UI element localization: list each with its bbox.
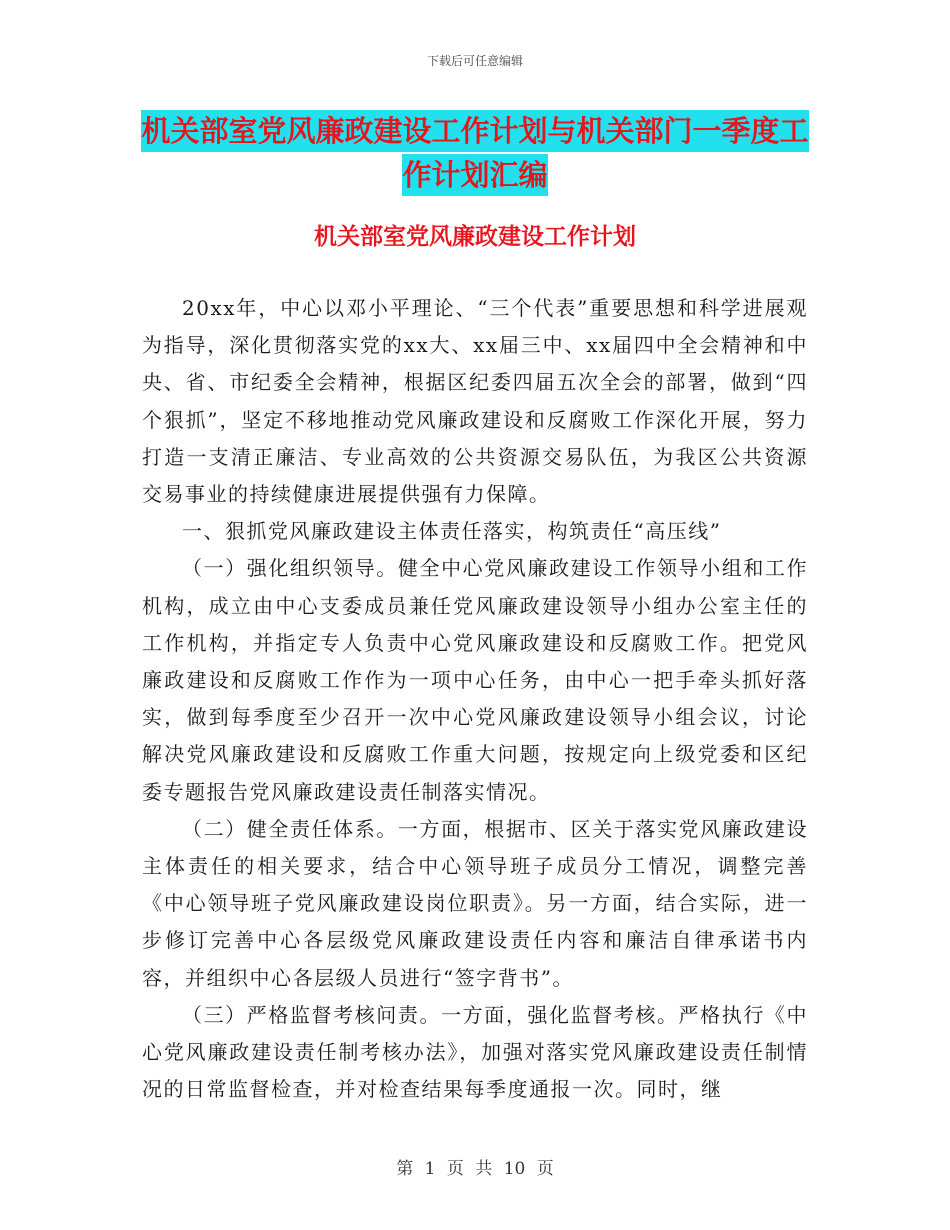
paragraph-supervision: （三）严格监督考核问责。一方面，强化监督考核。严格执行《中心党风廉政建设责任制考核办法》，加强对落实党风廉政建设责任制情况的日常监督检查，并对检查结果每季度通报一次。同时，继 [142, 1002, 808, 1102]
document-title-line-1-text: 机关部室党风廉政建设工作计划与机关部门一季度工 [141, 110, 808, 152]
paragraph-heading-1: 一、狠抓党风廉政建设主体责任落实，构筑责任“高压线” [182, 519, 722, 544]
document-body [142, 290, 808, 1108]
document-title-line-2 [0, 148, 950, 203]
page-footer: 第 1 页 共 10 页 [396, 1159, 554, 1179]
section-title: 机关部室党风廉政建设工作计划 [314, 224, 636, 250]
page-header-note: 下载后可任意编辑 [426, 54, 523, 68]
paragraph-responsibility: （二）健全责任体系。一方面，根据市、区关于落实党风廉政建设主体责任的相关要求，结合中心领导班子成员分工情况，调整完善《中心领导班子党风廉政建设岗位职责》。另一方面，结合实际，进一步修订完善中心各层级党风廉政建设责任内容和廉洁自律承诺书内容，并组织中心各层级人员进行“签字背书”。 [142, 816, 808, 990]
paragraph-intro: 20xx年，中心以邓小平理论、“三个代表”重要思想和科学进展观为指导，深化贯彻落实党的xx大、xx届三中、xx届四中全会精神和中央、省、市纪委全会精神，根据区纪委四届五次全会的部署，做到“四个狠抓”，坚定不移地推动党风廉政建设和反腐败工作深化开展，努力打造一支清正廉洁、专业高效的公共资源交易队伍，为我区公共资源交易事业的持续健康进展提供强有力保障。 [142, 296, 808, 507]
paragraph-organization: （一）强化组织领导。健全中心党风廉政建设工作领导小组和工作机构，成立由中心支委成员兼任党风廉政建设领导小组办公室主任的工作机构，并指定专人负责中心党风廉政建设和反腐败工作。把党风廉政建设和反腐败工作作为一项中心任务，由中心一把手牵头抓好落实，做到每季度至少召开一次中心党风廉政建设领导小组会议，讨论解决党风廉政建设和反腐败工作重大问题，按规定向上级党委和区纪委专题报告党风廉政建设责任制落实情况。 [142, 556, 808, 804]
document-title-line-2-text: 作计划汇编 [402, 154, 547, 196]
